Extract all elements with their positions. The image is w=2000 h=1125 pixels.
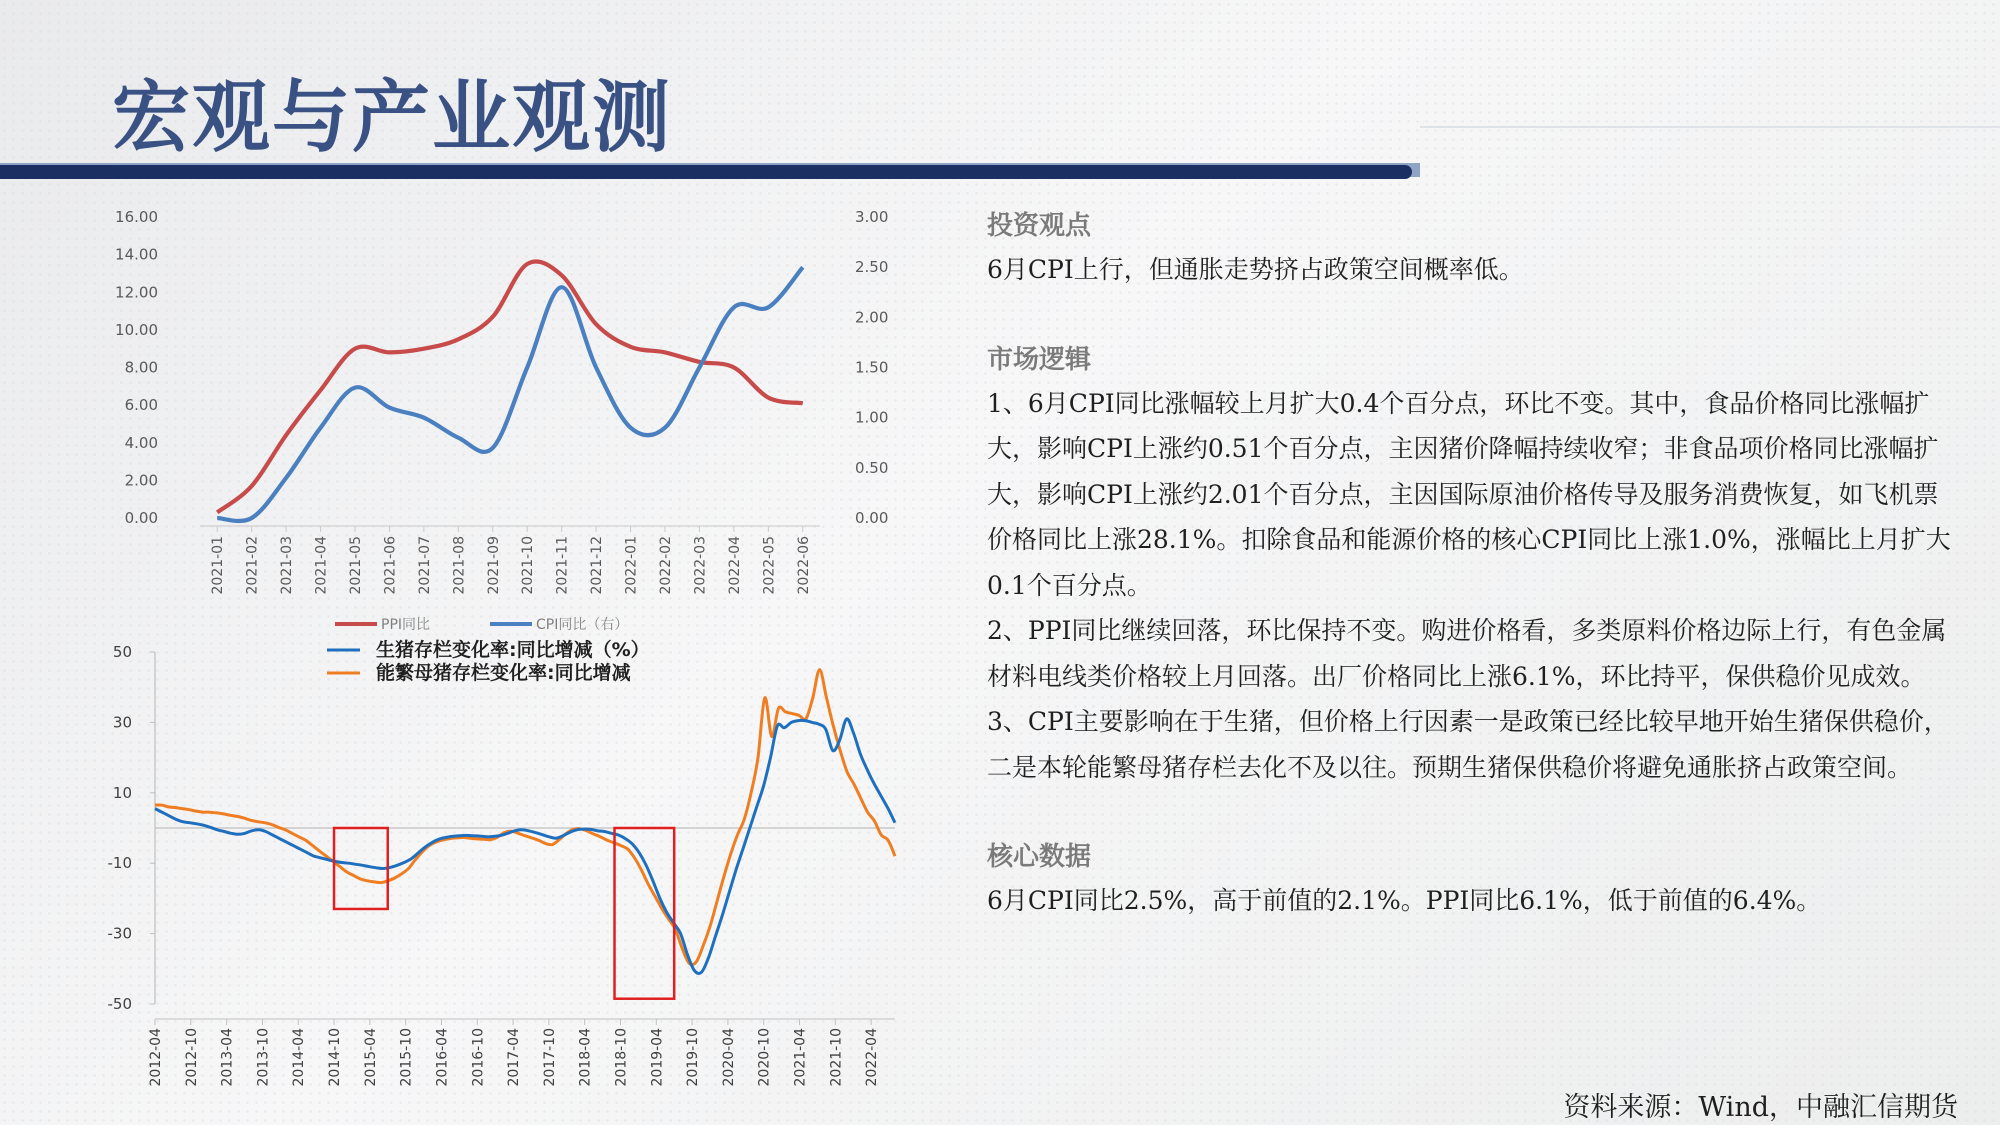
hog-inventory-chart	[90, 630, 930, 1090]
y-tick-label: -30	[107, 924, 132, 943]
x-tick-label: 2021-09	[485, 536, 502, 595]
y-left-tick-label: 0.00	[124, 509, 158, 527]
x-tick-label: 2015-04	[362, 1028, 379, 1087]
x-tick-label: 2016-10	[470, 1028, 487, 1087]
x-tick-label: 2022-05	[761, 536, 778, 595]
data-source: 资料来源：Wind，中融汇信期货	[1563, 1092, 1958, 1123]
y-tick-label: -10	[107, 854, 132, 873]
x-tick-label: 2021-02	[244, 536, 261, 595]
y-tick-label: 50	[112, 643, 132, 661]
x-tick-label: 2014-10	[327, 1028, 344, 1087]
views-paragraph: 6月CPI上行，但通胀走势挤占政策空间概率低。	[987, 255, 1524, 284]
series-line-ppi	[217, 261, 803, 512]
section-heading-views: 投资观点	[987, 211, 1092, 241]
y-tick-label: 10	[112, 783, 132, 802]
x-tick-label: 2021-10	[520, 536, 537, 595]
logic-paragraph-2: 2、PPI同比继续回落，环比保持不变。购进价格看，多类原料价格边际上行，有色金属材料电线类价格较上月回落。出厂价格同比上涨6.1%，环比持平，保供稳价见成效。	[987, 616, 1947, 691]
x-tick-label: 2021-12	[589, 536, 606, 595]
x-tick-label: 2012-10	[183, 1028, 200, 1087]
x-tick-label: 2020-10	[756, 1028, 773, 1087]
y-right-tick-label: 3.00	[855, 208, 889, 226]
y-left-tick-label: 12.00	[115, 283, 158, 302]
series-line-hog-inventory	[155, 719, 895, 974]
x-tick-label: 2021-04	[313, 536, 330, 595]
x-tick-label: 2021-01	[210, 536, 227, 595]
x-tick-label: 2022-02	[658, 536, 674, 595]
x-tick-label: 2018-10	[613, 1028, 630, 1087]
ppi-cpi-chart	[90, 195, 930, 645]
x-tick-label: 2021-06	[382, 536, 399, 595]
x-tick-label: 2013-10	[255, 1028, 272, 1087]
x-tick-label: 2015-10	[398, 1028, 415, 1087]
legend-label: 生猪存栏变化率:同比增减（%）	[376, 639, 650, 661]
x-tick-label: 2021-04	[792, 1028, 809, 1087]
x-tick-label: 2018-04	[577, 1028, 594, 1087]
y-left-tick-label: 10.00	[115, 320, 158, 339]
title-rule-right	[1420, 126, 2000, 128]
y-right-tick-label: 0.50	[855, 458, 889, 477]
x-tick-label: 2022-04	[864, 1028, 881, 1087]
x-tick-label: 2016-04	[434, 1028, 451, 1087]
legend-label: PPI同比	[381, 617, 431, 633]
x-tick-label: 2021-05	[348, 536, 364, 595]
page-title: 宏观与产业观测	[112, 72, 673, 163]
series-line-cpi	[217, 267, 803, 521]
y-right-tick-label: 1.50	[855, 358, 889, 377]
x-tick-label: 2021-07	[416, 536, 433, 595]
x-tick-label: 2017-04	[506, 1028, 523, 1087]
y-tick-label: 30	[112, 713, 132, 732]
series-line-sow-inventory	[155, 670, 895, 965]
legend-label: CPI同比（右）	[536, 617, 629, 633]
x-tick-label: 2022-01	[623, 536, 640, 595]
y-tick-label: -50	[107, 995, 132, 1013]
y-left-tick-label: 6.00	[124, 396, 158, 415]
core-data-paragraph: 6月CPI同比2.5%，高于前值的2.1%。PPI同比6.1%，低于前值的6.4%。	[987, 886, 1822, 915]
logic-paragraph-3: 3、CPI主要影响在于生猪，但价格上行因素一是政策已经比较早地开始生猪保供稳价，二是本轮能繁母猪存栏去化不及以往。预期生猪保供稳价将避免通胀挤占政策空间。	[987, 707, 1949, 782]
x-tick-label: 2022-04	[726, 536, 743, 595]
legend-label: 能繁母猪存栏变化率:同比增减	[376, 662, 631, 684]
analysis-panel	[987, 205, 1962, 924]
x-tick-label: 2020-04	[720, 1028, 737, 1087]
x-tick-label: 2017-10	[541, 1028, 558, 1087]
x-tick-label: 2019-04	[649, 1028, 666, 1087]
section-heading-core-data: 核心数据	[987, 842, 1092, 872]
y-left-tick-label: 16.00	[115, 208, 158, 226]
y-right-tick-label: 1.00	[855, 408, 889, 427]
section-heading-logic: 市场逻辑	[987, 344, 1092, 375]
y-left-tick-label: 14.00	[115, 245, 158, 264]
y-left-tick-label: 4.00	[124, 433, 158, 452]
x-tick-label: 2019-10	[685, 1028, 702, 1087]
x-tick-label: 2022-03	[692, 536, 709, 595]
y-left-tick-label: 8.00	[124, 358, 158, 377]
x-tick-label: 2021-03	[279, 536, 296, 595]
title-bar	[0, 163, 1420, 183]
y-right-tick-label: 2.50	[855, 258, 889, 277]
y-right-tick-label: 2.00	[855, 308, 889, 327]
x-tick-label: 2012-04	[148, 1028, 164, 1087]
x-tick-label: 2021-11	[554, 536, 571, 595]
y-left-tick-label: 2.00	[124, 471, 158, 490]
y-right-tick-label: 0.00	[855, 509, 889, 527]
x-tick-label: 2022-06	[795, 536, 812, 595]
x-tick-label: 2021-10	[828, 1028, 845, 1087]
logic-paragraph-1: 1、6月CPI同比涨幅较上月扩大0.4个百分点，环比不变。其中，食品价格同比涨幅扩大，影响CPI上涨约0.51个百分点，主因猪价降幅持续收窄；非食品项价格同比涨幅扩大，影响CPI上涨约2.01个百分点，主因国际原油价格传导及服务消费恢复，如飞机票价格同比上涨28.1%。扣除食品和能源价格的核心CPI同比上涨1.0%，涨幅比上月扩大0.1个百分点。	[987, 388, 1951, 600]
x-tick-label: 2014-04	[291, 1028, 308, 1087]
x-tick-label: 2013-04	[219, 1028, 236, 1087]
x-tick-label: 2021-08	[451, 536, 468, 595]
